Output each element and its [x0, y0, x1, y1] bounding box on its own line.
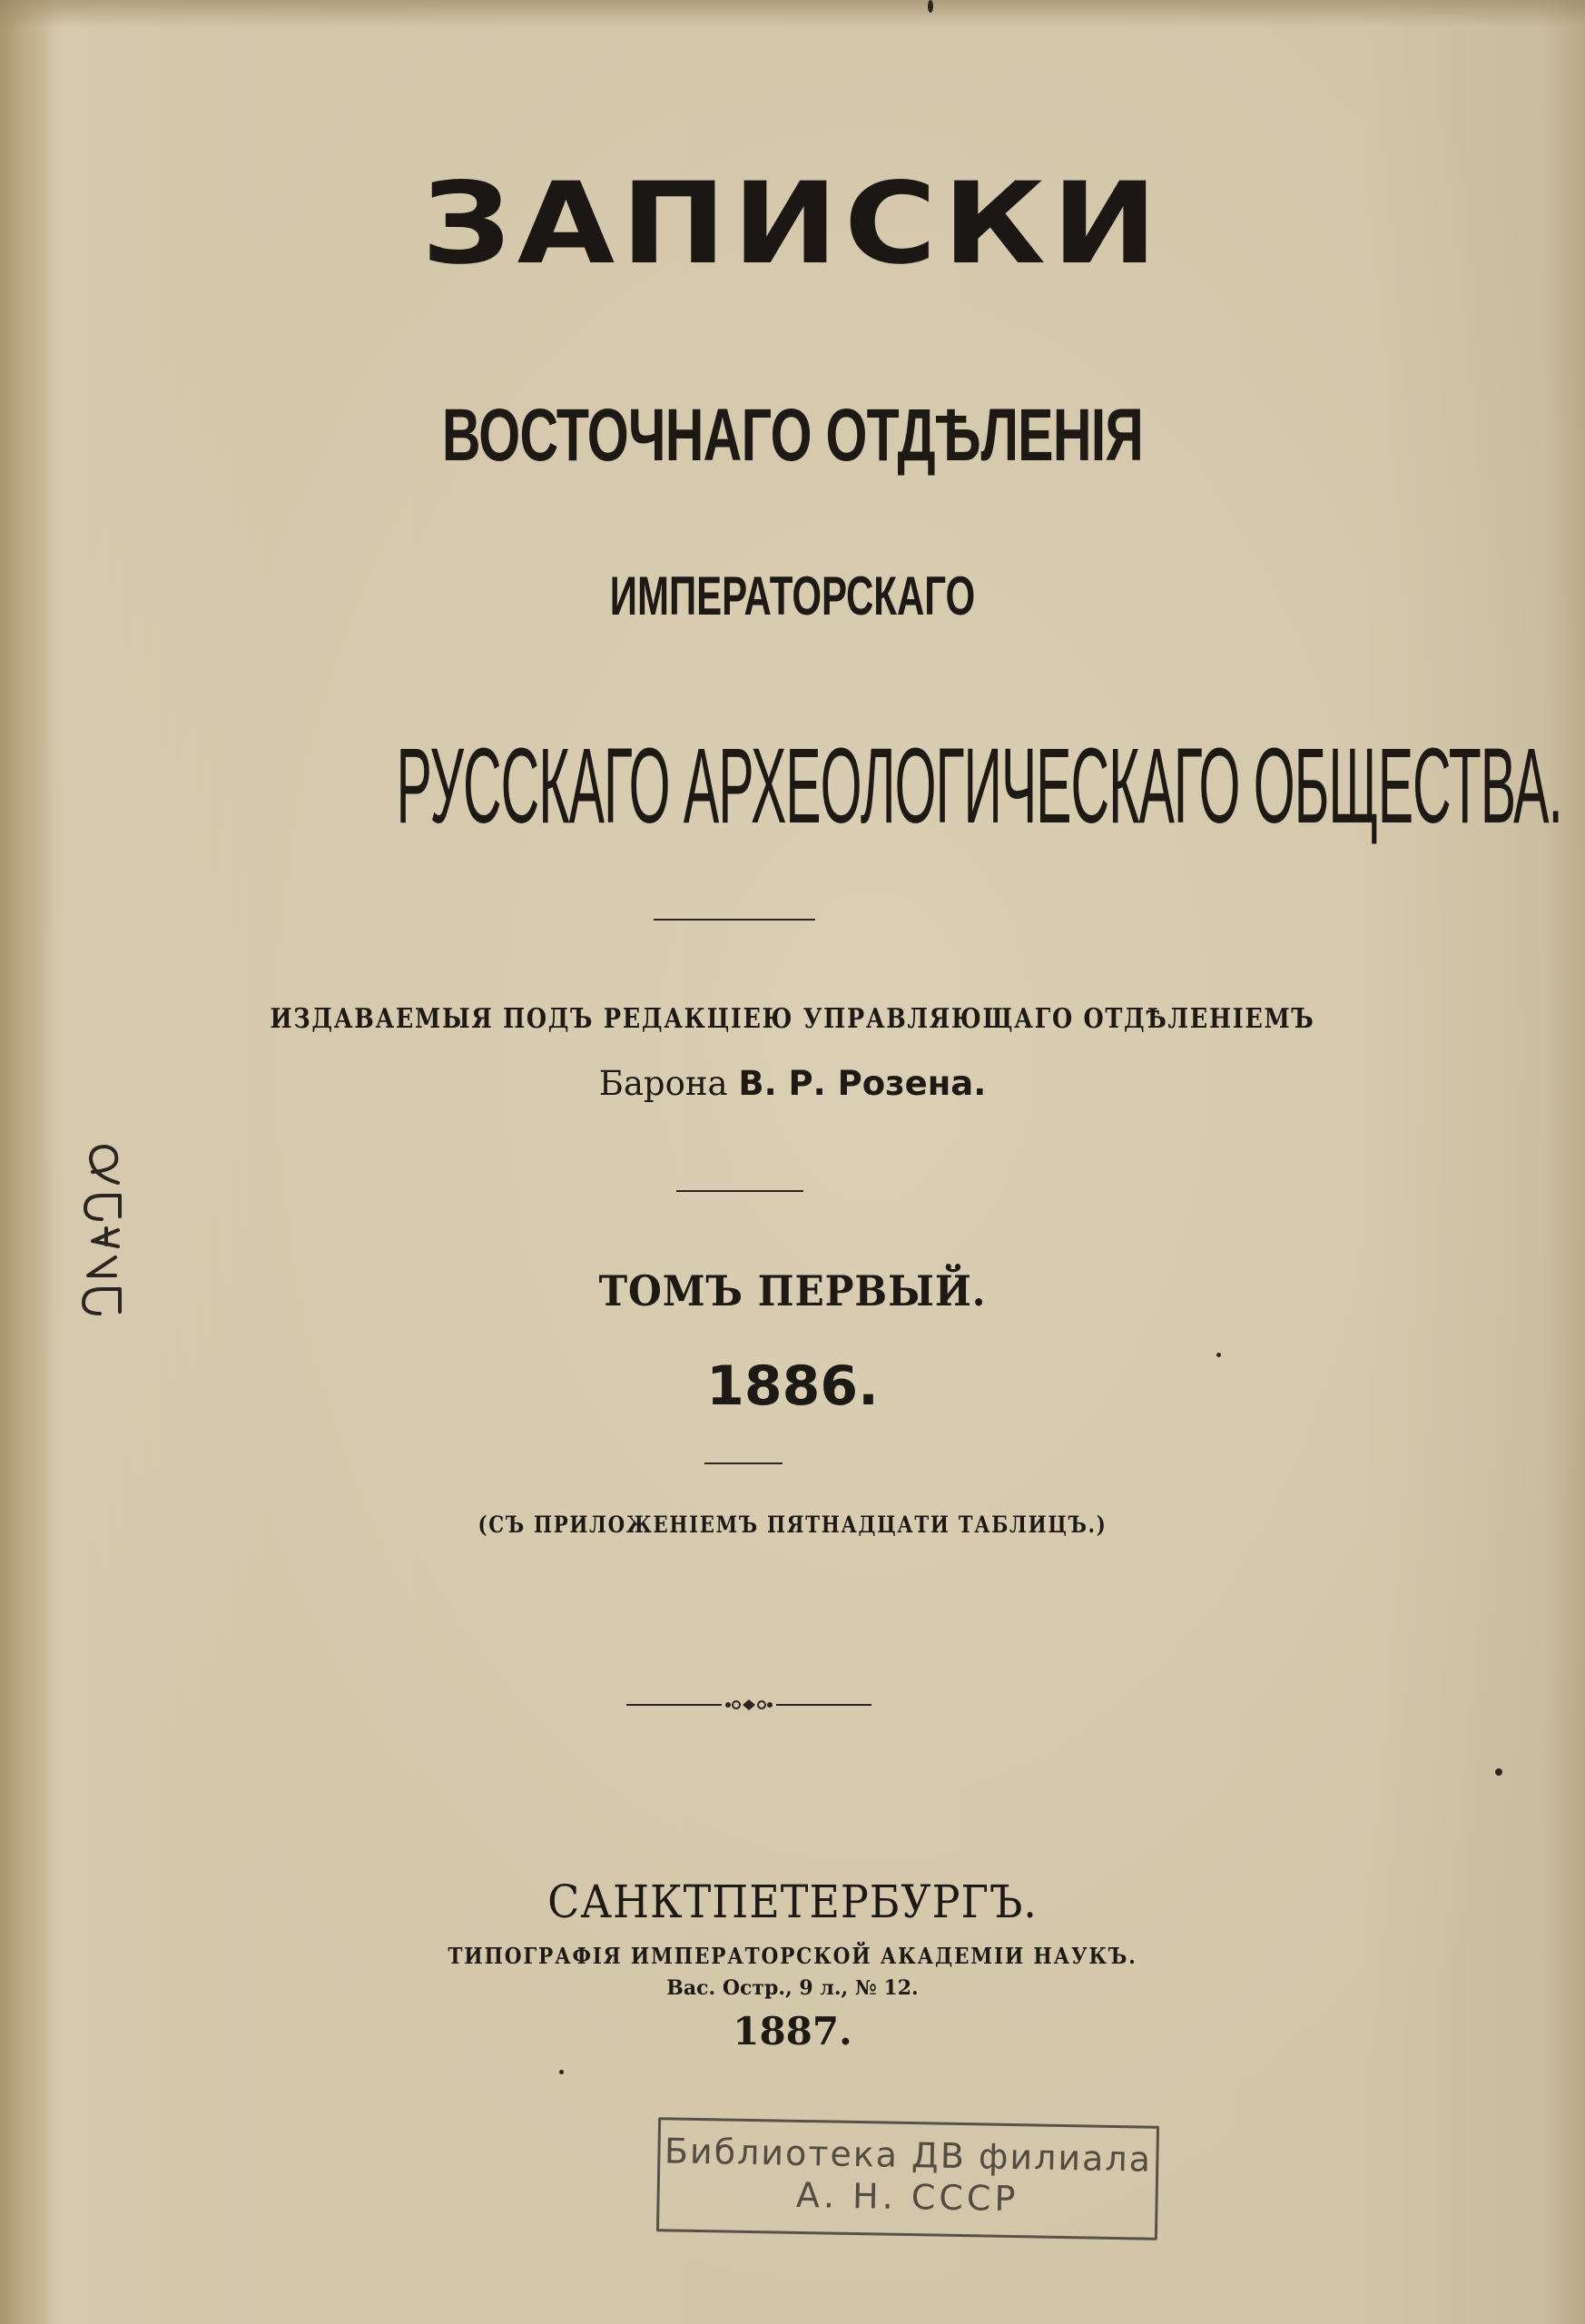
editor-prefix: Барона	[598, 1064, 728, 1103]
divider-rule-3	[704, 1462, 783, 1464]
stamp-line-2: А. Н. СССР	[795, 2174, 1019, 2220]
editor-line: ИЗДАВАЕМЫЯ ПОДЪ РЕДАКЦІЕЮ УПРАВЛЯЮЩАГО ОТДѢЛЕНІЕМЪ	[270, 1003, 1315, 1035]
handwritten-shelf-mark	[65, 1139, 129, 1321]
divider-rule-1	[654, 919, 815, 921]
title-line-2: ВОСТОЧНАГО ОТДѢЛЕНІЯ	[441, 394, 1144, 477]
ornament-divider	[626, 1695, 871, 1715]
imprint-press: ТИПОГРАФІЯ ИМПЕРАТОРСКОЙ АКАДЕМІИ НАУКЪ.	[448, 1943, 1137, 1969]
paper-speck	[1216, 1353, 1221, 1357]
library-stamp	[656, 2117, 1159, 2240]
title-line-4: РУССКАГО АРХЕОЛОГИЧЕСКАГО ОБЩЕСТВА.	[396, 726, 1562, 846]
page-spine-shadow	[0, 0, 54, 2324]
stamp-line-1: Библиотека ДВ филиала	[664, 2131, 1153, 2180]
editor-name: В. Р. Розена.	[738, 1064, 987, 1103]
main-title: ЗАПИСКИ	[421, 159, 1164, 290]
volume-year: 1886.	[706, 1354, 879, 1418]
paper-speck	[559, 2070, 564, 2074]
imprint-year: 1887.	[733, 2009, 852, 2053]
imprint-city: САНКТПЕТЕРБУРГЪ.	[547, 1876, 1038, 1928]
appendix-note: (СЪ ПРИЛОЖЕНІЕМЪ ПЯТНАДЦАТИ ТАБЛИЦЪ.)	[477, 1512, 1108, 1538]
title-line-3: ИМПЕРАТОРСКАГО	[609, 566, 976, 626]
paper-speck	[928, 0, 933, 13]
volume-label: ТОМЪ ПЕРВЫЙ.	[598, 1266, 987, 1315]
divider-rule-2	[676, 1190, 803, 1192]
editor-name-line	[0, 1064, 1585, 1103]
paper-speck	[1495, 1768, 1502, 1776]
page-top-edge-shadow	[0, 0, 1585, 27]
imprint-address: Вас. Остр., 9 л., № 12.	[666, 1976, 919, 2000]
